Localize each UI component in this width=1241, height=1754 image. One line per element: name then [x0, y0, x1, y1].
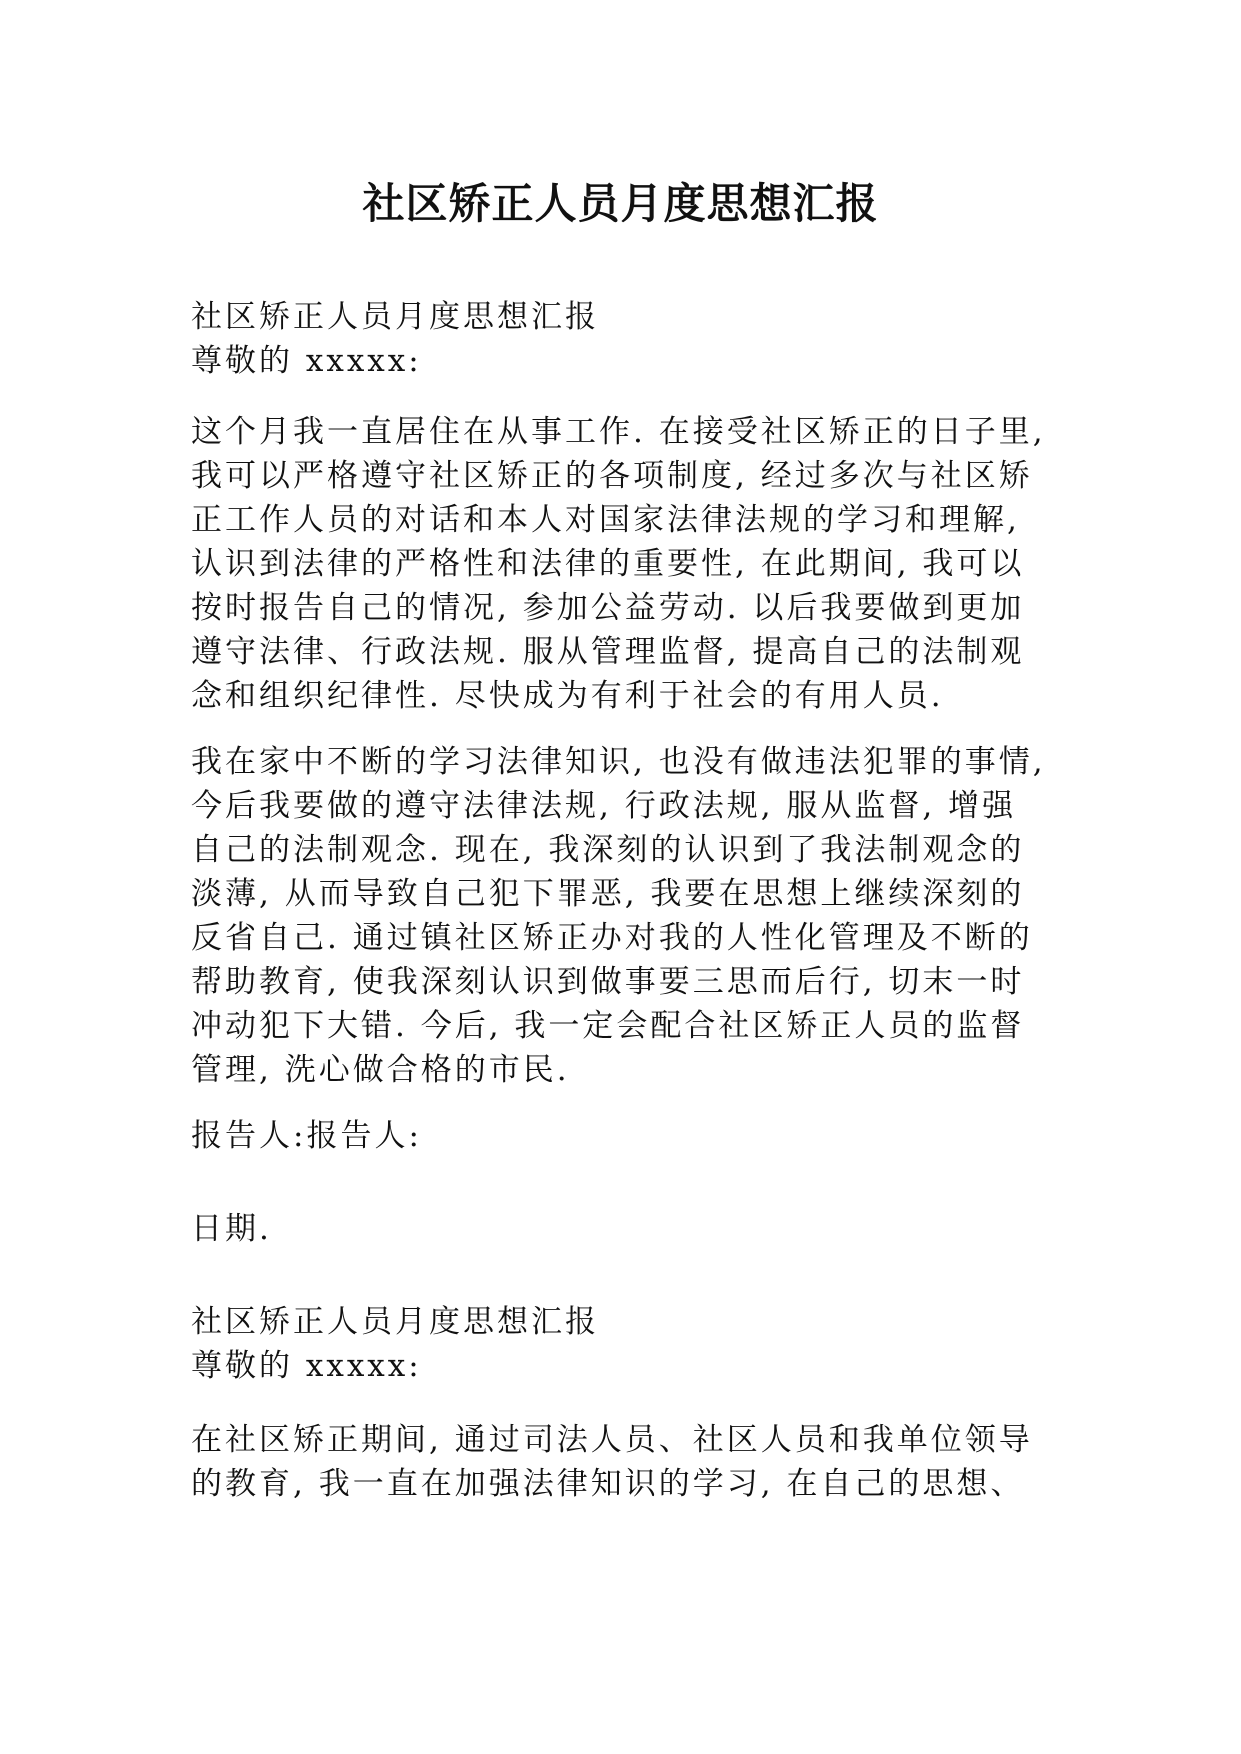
- paragraph-line: 遵守法律、行政法规. 服从管理监督, 提高自己的法制观: [191, 634, 1025, 670]
- paragraph-line: 在社区矫正期间, 通过司法人员、社区人员和我单位领导: [191, 1422, 1033, 1458]
- section-2-paragraph-1: [191, 1418, 1071, 1506]
- paragraph-line: 自己的法制观念. 现在, 我深刻的认识到了我法制观念的: [191, 832, 1025, 868]
- section-2-header: [191, 1300, 1071, 1388]
- paragraph-line: 的教育, 我一直在加强法律知识的学习, 在自己的思想、: [191, 1466, 1025, 1502]
- date-label: 日期.: [191, 1211, 272, 1247]
- salutation: 尊敬的 xxxxx:: [191, 343, 422, 379]
- paragraph-line: 帮助教育, 使我深刻认识到做事要三思而后行, 切末一时: [191, 964, 1025, 1000]
- paragraph-line: 这个月我一直居住在从事工作. 在接受社区矫正的日子里,: [191, 414, 1046, 450]
- paragraph-line: 反省自己. 通过镇社区矫正办对我的人性化管理及不断的: [191, 920, 1033, 956]
- paragraph-line: 认识到法律的严格性和法律的重要性, 在此期间, 我可以: [191, 546, 1025, 582]
- document-title: 社区矫正人员月度思想汇报: [362, 179, 879, 228]
- reporter-line: [191, 1114, 1071, 1158]
- paragraph-line: 今后我要做的遵守法律法规, 行政法规, 服从监督, 增强: [191, 788, 1017, 824]
- date-line: [191, 1207, 1071, 1251]
- paragraph-line: 正工作人员的对话和本人对国家法律法规的学习和理解,: [191, 502, 1020, 538]
- section-1-header: [191, 295, 1071, 383]
- reporter-label: 报告人:报告人:: [191, 1118, 422, 1154]
- paragraph-line: 我可以严格遵守社区矫正的各项制度, 经过多次与社区矫: [191, 458, 1033, 494]
- section-1-paragraph-1: [191, 410, 1071, 718]
- paragraph-line: 管理, 洗心做合格的市民.: [191, 1052, 570, 1088]
- paragraph-line: 按时报告自己的情况, 参加公益劳动. 以后我要做到更加: [191, 590, 1025, 626]
- section-heading: 社区矫正人员月度思想汇报: [191, 1304, 599, 1340]
- salutation: 尊敬的 xxxxx:: [191, 1348, 422, 1384]
- paragraph-line: 冲动犯下大错. 今后, 我一定会配合社区矫正人员的监督: [191, 1008, 1025, 1044]
- paragraph-line: 淡薄, 从而导致自己犯下罪恶, 我要在思想上继续深刻的: [191, 876, 1025, 912]
- paragraph-line: 念和组织纪律性. 尽快成为有利于社会的有用人员.: [191, 678, 944, 714]
- section-heading: 社区矫正人员月度思想汇报: [191, 299, 599, 335]
- paragraph-line: 我在家中不断的学习法律知识, 也没有做违法犯罪的事情,: [191, 744, 1046, 780]
- section-1-paragraph-2: [191, 740, 1071, 1092]
